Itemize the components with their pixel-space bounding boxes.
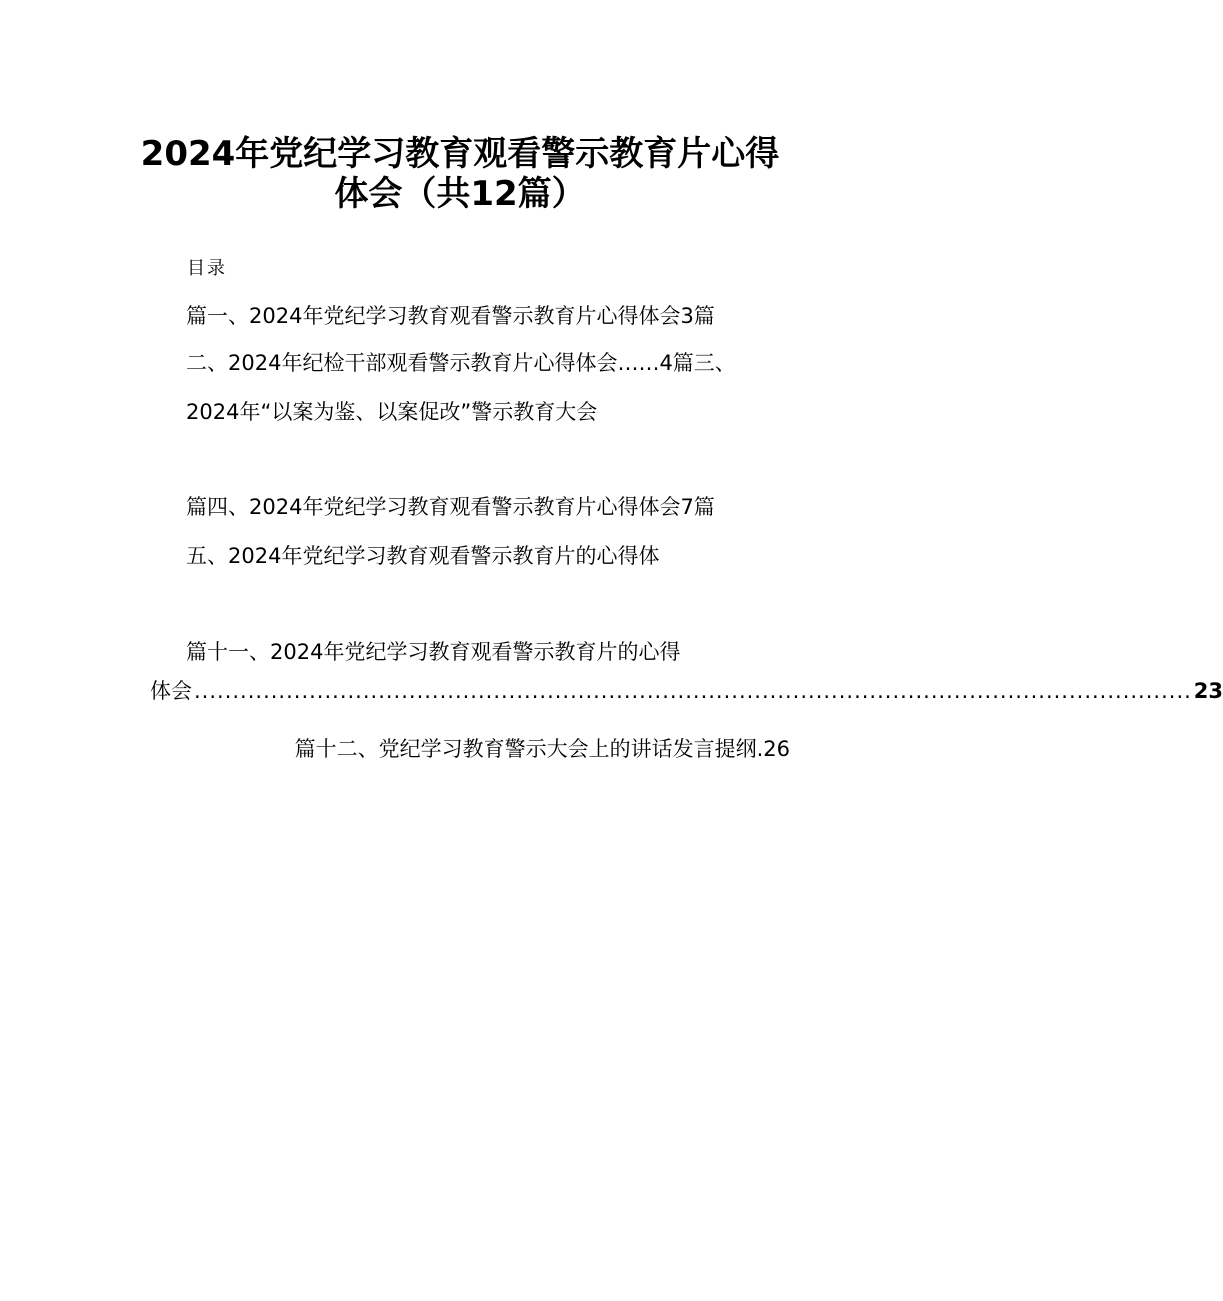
toc-entry[interactable]: 篇一、2024年党纪学习教育观看警示教育片心得体会3篇 [186, 304, 715, 328]
toc-dot-leader: .................................................................................................................................. [194, 679, 1192, 703]
document-title-line-2: 体会（共12篇） [334, 174, 586, 214]
document-title-line-1: 2024年党纪学习教育观看警示教育片心得 [140, 134, 780, 174]
toc-entry[interactable]: 2024年“以案为鉴、以案促改”警示教育大会 [186, 400, 598, 424]
toc-page-number: 23 [1193, 679, 1223, 703]
toc-entry[interactable]: 篇十二、党纪学习教育警示大会上的讲话发言提纲.26 [294, 737, 790, 761]
toc-entry-text: 体会 [150, 679, 192, 703]
toc-entry[interactable]: 篇四、2024年党纪学习教育观看警示教育片心得体会7篇 [186, 495, 715, 519]
toc-entry[interactable]: 五、2024年党纪学习教育观看警示教育片的心得体 [186, 544, 660, 568]
toc-heading: 目录 [187, 258, 227, 279]
toc-entry[interactable]: 二、2024年纪检干部观看警示教育片心得体会……4篇三、 [186, 351, 736, 375]
toc-entry[interactable]: 篇十一、2024年党纪学习教育观看警示教育片的心得 [186, 640, 681, 664]
toc-entry-with-leader[interactable] [150, 676, 1223, 706]
